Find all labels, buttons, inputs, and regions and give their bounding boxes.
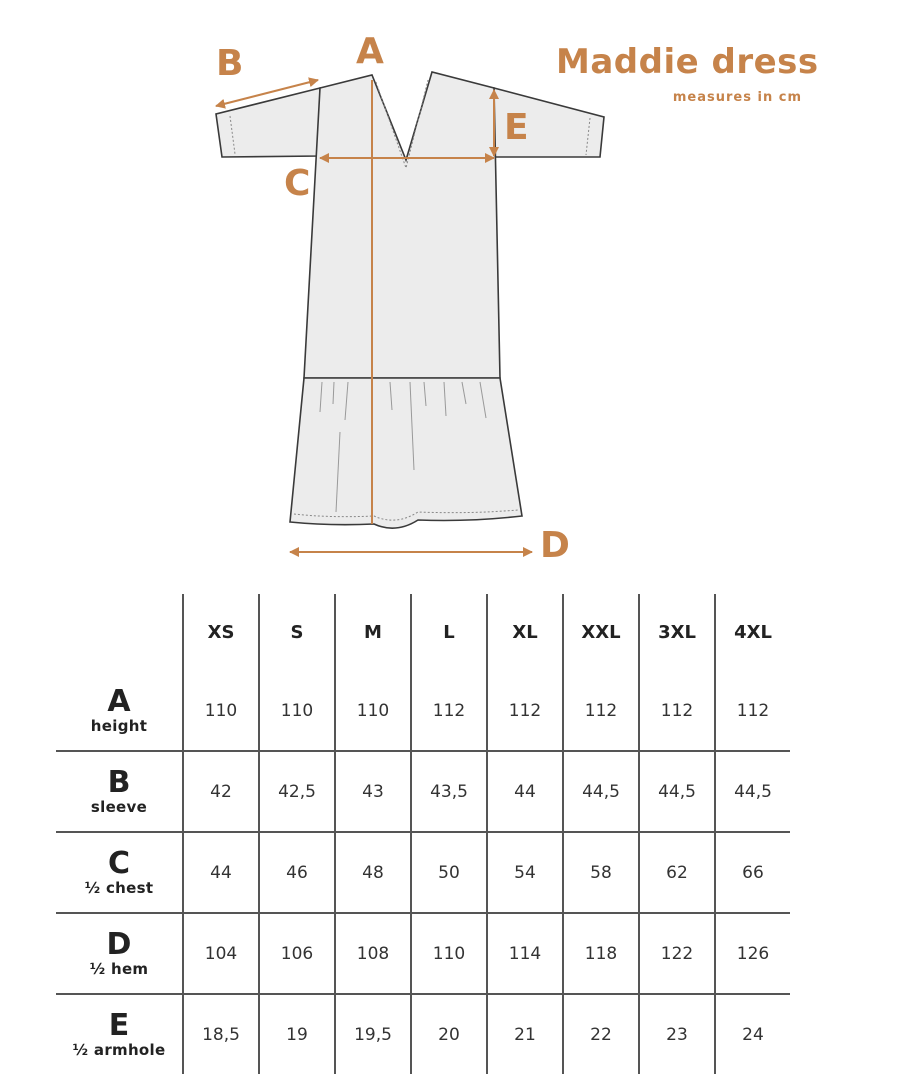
row-letter: C	[107, 845, 131, 881]
table-row-chest	[56, 832, 790, 913]
table-cell: 44,5	[563, 751, 639, 832]
table-cell: 18,5	[183, 994, 259, 1074]
table-row-height	[56, 671, 790, 751]
row-letter: D	[106, 926, 132, 962]
size-header-3xl: 3XL	[639, 594, 715, 671]
table-cell: 122	[639, 913, 715, 994]
table-cell: 112	[411, 671, 487, 751]
table-cell: 46	[259, 832, 335, 913]
size-header-s: S	[259, 594, 335, 671]
table-cell: 21	[487, 994, 563, 1074]
table-cell: 19,5	[335, 994, 411, 1074]
row-name: height	[90, 717, 148, 736]
table-cell: 106	[259, 913, 335, 994]
row-header-armhole	[56, 994, 183, 1074]
table-cell: 110	[335, 671, 411, 751]
table-cell: 44	[183, 832, 259, 913]
table-cell: 112	[639, 671, 715, 751]
size-header-row	[56, 594, 790, 671]
row-name: sleeve	[90, 798, 148, 817]
table-cell: 110	[411, 913, 487, 994]
table-row-armhole	[56, 994, 790, 1074]
table-cell: 62	[639, 832, 715, 913]
row-header-chest	[56, 832, 183, 913]
row-name: ½ armhole	[72, 1041, 166, 1060]
size-header-xl: XL	[487, 594, 563, 671]
bodice	[304, 72, 500, 378]
size-header-xxl: XXL	[563, 594, 639, 671]
table-cell: 108	[335, 913, 411, 994]
table-cell: 112	[715, 671, 790, 751]
table-cell: 19	[259, 994, 335, 1074]
row-letter: A	[107, 683, 131, 719]
skirt-flounce	[290, 378, 522, 528]
table-cell: 44	[487, 751, 563, 832]
measure-label-a: A	[356, 31, 384, 72]
table-cell: 48	[335, 832, 411, 913]
row-header-hem	[56, 913, 183, 994]
row-name: ½ chest	[84, 879, 154, 898]
left-sleeve	[216, 88, 320, 157]
table-cell: 42,5	[259, 751, 335, 832]
table-cell: 110	[183, 671, 259, 751]
table-cell: 118	[563, 913, 639, 994]
table-cell: 42	[183, 751, 259, 832]
table-cell: 110	[259, 671, 335, 751]
table-cell: 23	[639, 994, 715, 1074]
table-cell: 112	[563, 671, 639, 751]
table-row-hem	[56, 913, 790, 994]
size-header-l: L	[411, 594, 487, 671]
table-cell: 44,5	[715, 751, 790, 832]
table-row-sleeve	[56, 751, 790, 832]
size-header-4xl: 4XL	[734, 622, 772, 643]
measure-label-c: C	[284, 163, 311, 204]
row-header-sleeve	[56, 751, 183, 832]
table-cell: 126	[715, 913, 790, 994]
table-cell: 44,5	[639, 751, 715, 832]
page-title: Maddie dress	[556, 42, 819, 82]
measure-label-d: D	[540, 525, 570, 566]
table-cell: 114	[487, 913, 563, 994]
size-header-m: M	[335, 594, 411, 671]
table-cell: 22	[563, 994, 639, 1074]
measure-label-b: B	[216, 43, 244, 84]
measure-label-e: E	[504, 107, 529, 148]
size-chart-table	[56, 594, 790, 1074]
page-subtitle: measures in cm	[672, 90, 802, 105]
table-cell: 112	[487, 671, 563, 751]
table-cell: 24	[742, 1024, 764, 1045]
table-cell: 104	[183, 913, 259, 994]
size-header-xs: XS	[183, 594, 259, 671]
table-cell: 20	[411, 994, 487, 1074]
table-cell: 50	[411, 832, 487, 913]
row-header-height	[56, 671, 183, 751]
table-cell: 54	[487, 832, 563, 913]
table-cell: 43	[335, 751, 411, 832]
row-letter: E	[108, 1007, 130, 1043]
table-cell: 58	[563, 832, 639, 913]
row-letter: B	[107, 764, 131, 800]
row-name: ½ hem	[89, 960, 149, 979]
table-cell: 66	[715, 832, 790, 913]
table-cell: 43,5	[411, 751, 487, 832]
table-corner	[56, 594, 183, 671]
